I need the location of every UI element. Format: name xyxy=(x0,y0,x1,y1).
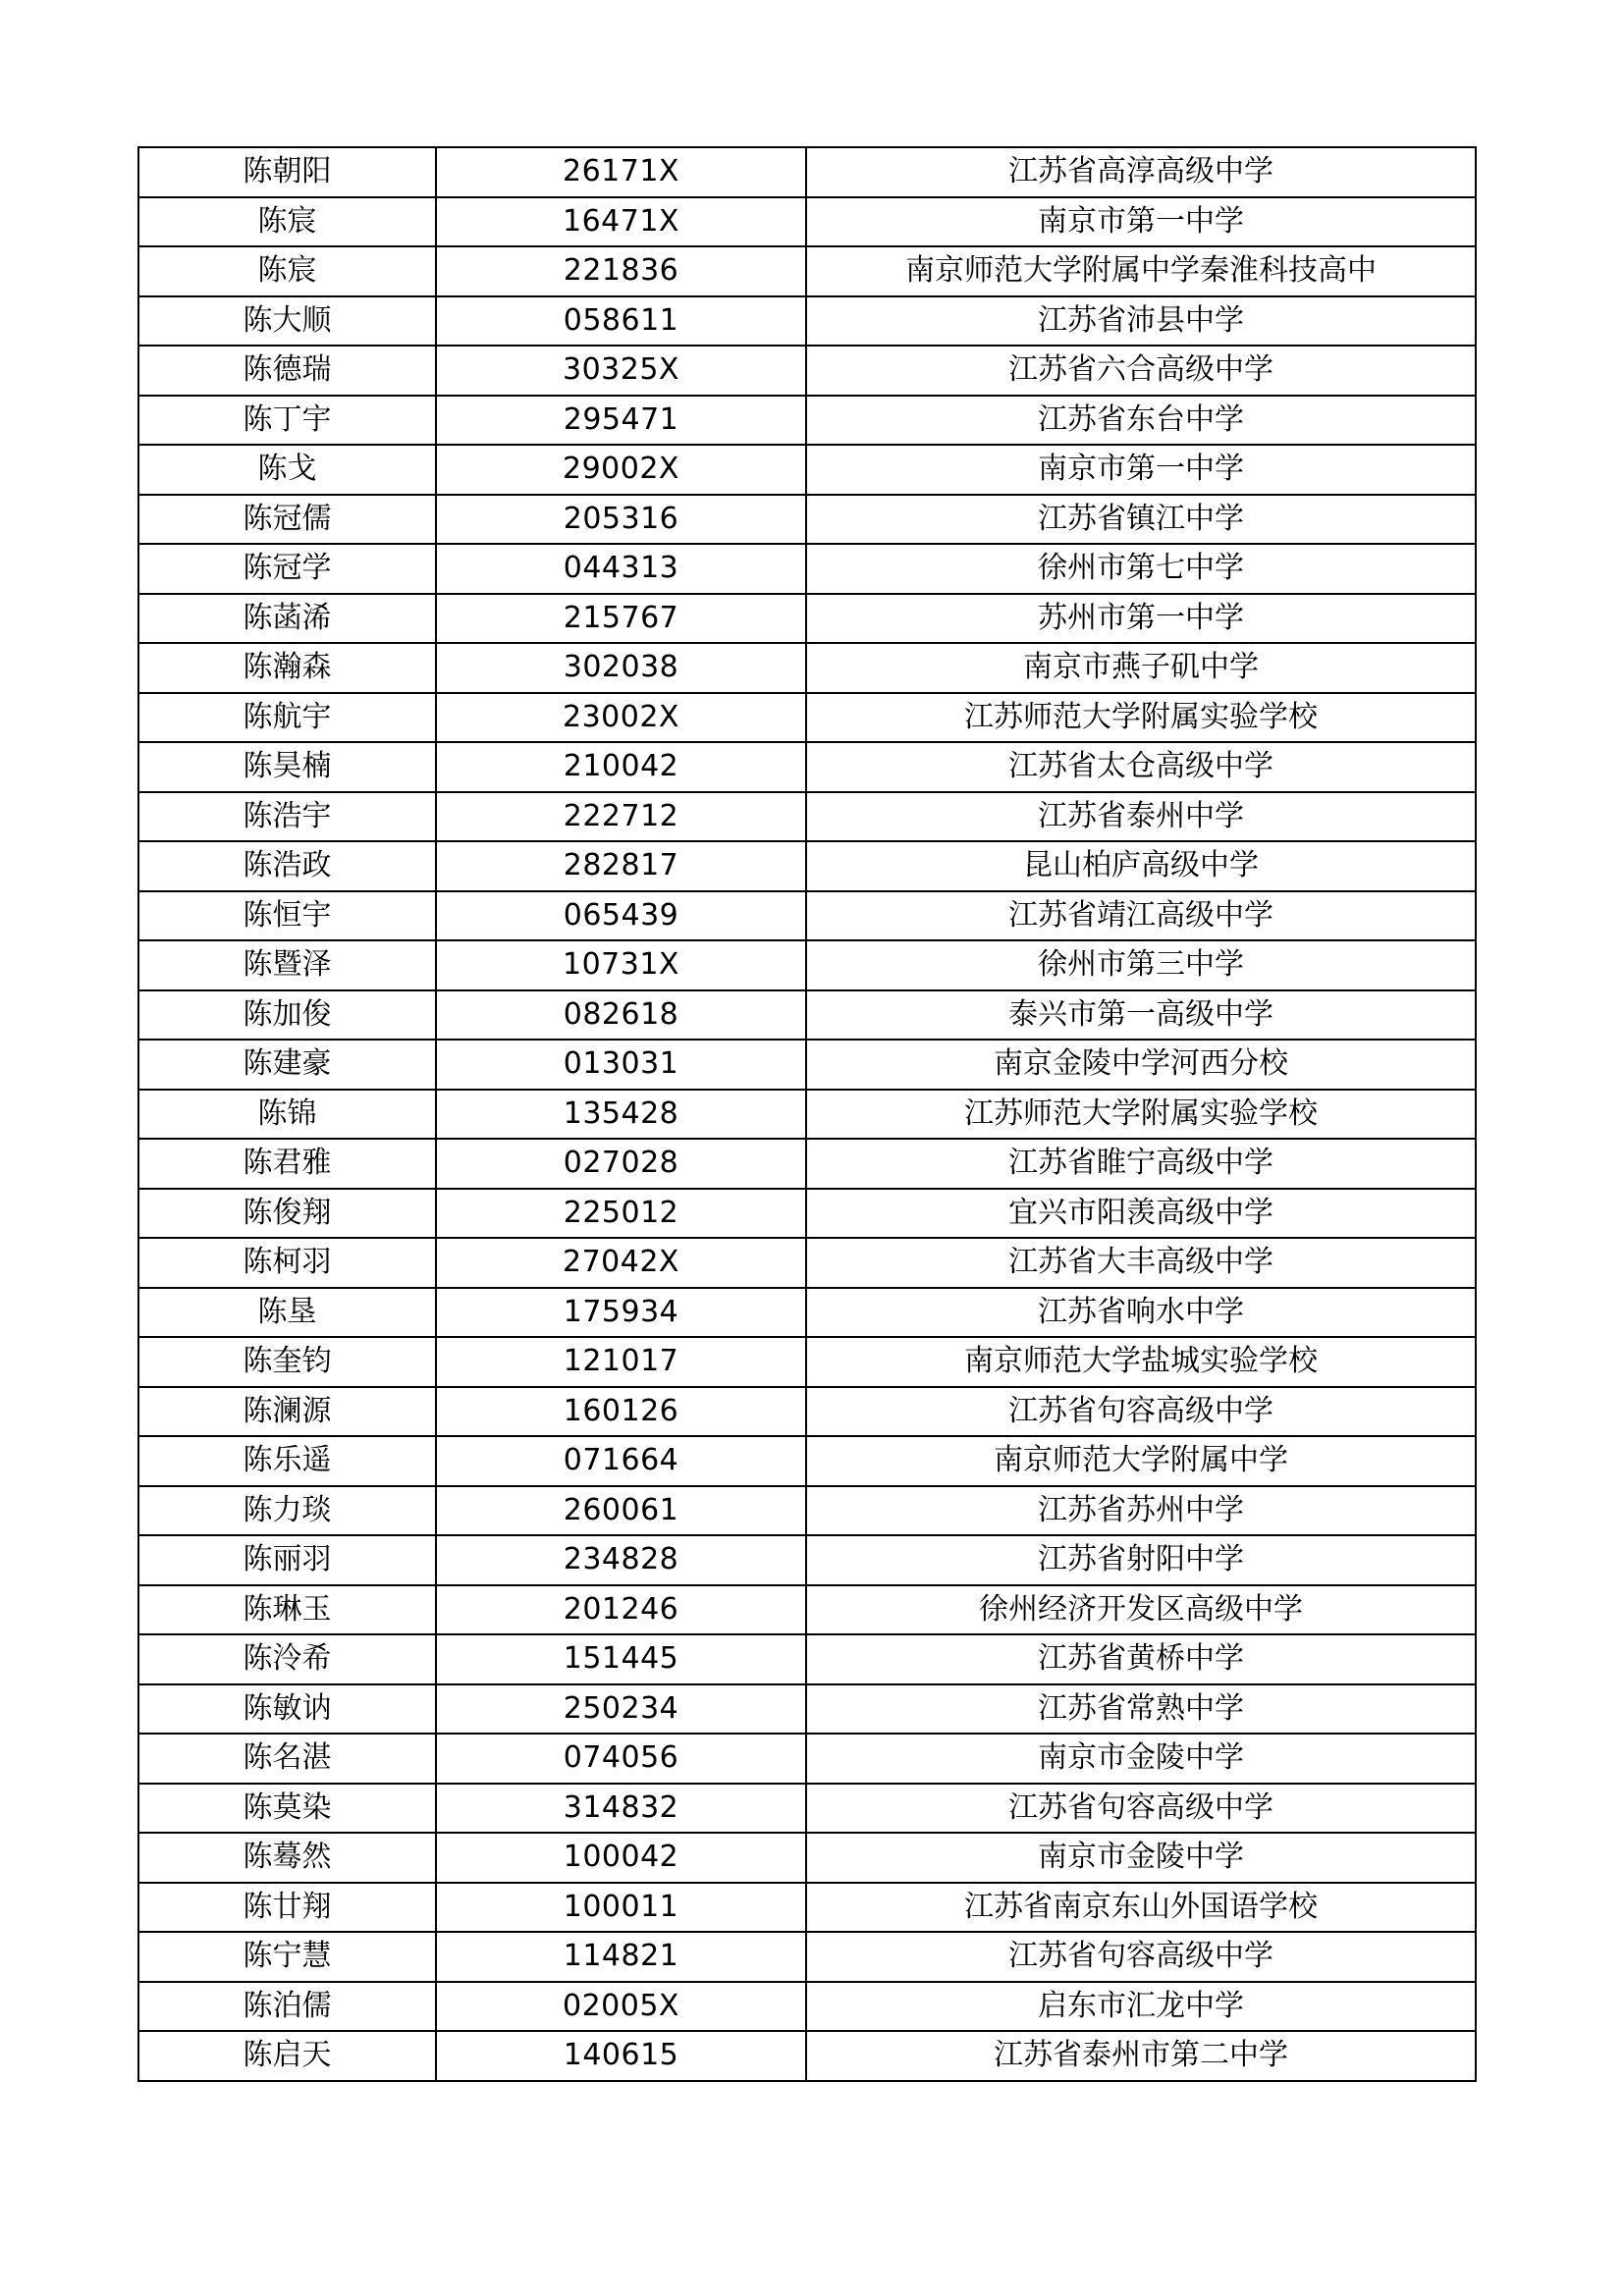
school-cell: 南京师范大学附属中学秦淮科技高中 xyxy=(806,246,1476,296)
school-cell: 徐州经济开发区高级中学 xyxy=(806,1585,1476,1635)
table-row xyxy=(138,147,1476,197)
table-row xyxy=(138,1932,1476,1982)
student-name-cell: 陈大顺 xyxy=(138,296,436,347)
school-cell: 江苏省射阳中学 xyxy=(806,1535,1476,1585)
id-suffix-cell: 100011 xyxy=(436,1883,806,1933)
id-suffix-cell: 250234 xyxy=(436,1684,806,1735)
id-suffix-cell: 201246 xyxy=(436,1585,806,1635)
id-suffix-cell: 282817 xyxy=(436,841,806,891)
id-suffix-cell: 222712 xyxy=(436,792,806,842)
school-cell: 徐州市第三中学 xyxy=(806,940,1476,990)
school-cell: 江苏省句容高级中学 xyxy=(806,1784,1476,1834)
id-suffix-cell: 013031 xyxy=(436,1040,806,1090)
student-name-cell: 陈瀚森 xyxy=(138,643,436,693)
id-suffix-cell: 071664 xyxy=(436,1436,806,1486)
school-cell: 江苏省高淳高级中学 xyxy=(806,147,1476,197)
student-name-cell: 陈琳玉 xyxy=(138,1585,436,1635)
school-cell: 昆山柏庐高级中学 xyxy=(806,841,1476,891)
table-row xyxy=(138,495,1476,545)
id-suffix-cell: 215767 xyxy=(436,594,806,644)
table-row xyxy=(138,246,1476,296)
school-cell: 江苏省六合高级中学 xyxy=(806,346,1476,396)
school-cell: 江苏省响水中学 xyxy=(806,1288,1476,1338)
student-name-cell: 陈乐遥 xyxy=(138,1436,436,1486)
student-name-cell: 陈俊翔 xyxy=(138,1189,436,1239)
student-name-cell: 陈力琰 xyxy=(138,1486,436,1536)
student-name-cell: 陈泊儒 xyxy=(138,1982,436,2032)
id-suffix-cell: 074056 xyxy=(436,1734,806,1784)
student-name-cell: 陈朝阳 xyxy=(138,147,436,197)
student-name-cell: 陈暨泽 xyxy=(138,940,436,990)
student-name-cell: 陈宁慧 xyxy=(138,1932,436,1982)
table-row xyxy=(138,1337,1476,1387)
table-row xyxy=(138,594,1476,644)
roster-table xyxy=(137,146,1477,2082)
student-name-cell: 陈廿翔 xyxy=(138,1883,436,1933)
student-name-cell: 陈菡浠 xyxy=(138,594,436,644)
table-row xyxy=(138,544,1476,594)
student-name-cell: 陈航宇 xyxy=(138,693,436,743)
school-cell: 江苏省泰州市第二中学 xyxy=(806,2031,1476,2081)
school-cell: 江苏省东台中学 xyxy=(806,396,1476,446)
student-name-cell: 陈浩宇 xyxy=(138,792,436,842)
school-cell: 南京市金陵中学 xyxy=(806,1734,1476,1784)
student-name-cell: 陈澜源 xyxy=(138,1387,436,1437)
table-row xyxy=(138,643,1476,693)
school-cell: 江苏省太仓高级中学 xyxy=(806,742,1476,792)
id-suffix-cell: 140615 xyxy=(436,2031,806,2081)
id-suffix-cell: 02005X xyxy=(436,1982,806,2032)
school-cell: 江苏省沛县中学 xyxy=(806,296,1476,347)
table-row xyxy=(138,1684,1476,1735)
school-cell: 江苏省黄桥中学 xyxy=(806,1634,1476,1684)
table-row xyxy=(138,940,1476,990)
school-cell: 苏州市第一中学 xyxy=(806,594,1476,644)
table-row xyxy=(138,197,1476,247)
student-name-cell: 陈宸 xyxy=(138,246,436,296)
id-suffix-cell: 29002X xyxy=(436,445,806,495)
student-name-cell: 陈建豪 xyxy=(138,1040,436,1090)
student-name-cell: 陈蓦然 xyxy=(138,1833,436,1883)
table-row xyxy=(138,396,1476,446)
id-suffix-cell: 221836 xyxy=(436,246,806,296)
id-suffix-cell: 100042 xyxy=(436,1833,806,1883)
table-row xyxy=(138,1387,1476,1437)
id-suffix-cell: 27042X xyxy=(436,1238,806,1288)
school-cell: 江苏省睢宁高级中学 xyxy=(806,1139,1476,1189)
table-row xyxy=(138,1883,1476,1933)
student-name-cell: 陈浩政 xyxy=(138,841,436,891)
student-name-cell: 陈宸 xyxy=(138,197,436,247)
student-name-cell: 陈冠学 xyxy=(138,544,436,594)
school-cell: 江苏省南京东山外国语学校 xyxy=(806,1883,1476,1933)
id-suffix-cell: 10731X xyxy=(436,940,806,990)
school-cell: 泰兴市第一高级中学 xyxy=(806,990,1476,1041)
student-name-cell: 陈恒宇 xyxy=(138,891,436,941)
school-cell: 江苏省常熟中学 xyxy=(806,1684,1476,1735)
table-row xyxy=(138,1634,1476,1684)
school-cell: 南京金陵中学河西分校 xyxy=(806,1040,1476,1090)
roster-table-body xyxy=(138,147,1476,2081)
student-name-cell: 陈君雅 xyxy=(138,1139,436,1189)
id-suffix-cell: 135428 xyxy=(436,1090,806,1140)
school-cell: 徐州市第七中学 xyxy=(806,544,1476,594)
student-name-cell: 陈加俊 xyxy=(138,990,436,1041)
table-row xyxy=(138,1982,1476,2032)
id-suffix-cell: 121017 xyxy=(436,1337,806,1387)
id-suffix-cell: 234828 xyxy=(436,1535,806,1585)
student-name-cell: 陈锦 xyxy=(138,1090,436,1140)
id-suffix-cell: 065439 xyxy=(436,891,806,941)
school-cell: 江苏省句容高级中学 xyxy=(806,1932,1476,1982)
id-suffix-cell: 16471X xyxy=(436,197,806,247)
id-suffix-cell: 175934 xyxy=(436,1288,806,1338)
school-cell: 江苏省靖江高级中学 xyxy=(806,891,1476,941)
student-name-cell: 陈柯羽 xyxy=(138,1238,436,1288)
id-suffix-cell: 205316 xyxy=(436,495,806,545)
table-row xyxy=(138,2031,1476,2081)
school-cell: 江苏省大丰高级中学 xyxy=(806,1238,1476,1288)
id-suffix-cell: 225012 xyxy=(436,1189,806,1239)
table-row xyxy=(138,693,1476,743)
student-name-cell: 陈德瑞 xyxy=(138,346,436,396)
table-row xyxy=(138,1090,1476,1140)
id-suffix-cell: 302038 xyxy=(436,643,806,693)
id-suffix-cell: 23002X xyxy=(436,693,806,743)
school-cell: 南京市第一中学 xyxy=(806,197,1476,247)
id-suffix-cell: 210042 xyxy=(436,742,806,792)
id-suffix-cell: 114821 xyxy=(436,1932,806,1982)
id-suffix-cell: 260061 xyxy=(436,1486,806,1536)
school-cell: 南京师范大学盐城实验学校 xyxy=(806,1337,1476,1387)
table-row xyxy=(138,1436,1476,1486)
table-row xyxy=(138,1734,1476,1784)
id-suffix-cell: 058611 xyxy=(436,296,806,347)
table-row xyxy=(138,1238,1476,1288)
school-cell: 南京市第一中学 xyxy=(806,445,1476,495)
school-cell: 江苏省镇江中学 xyxy=(806,495,1476,545)
school-cell: 江苏省苏州中学 xyxy=(806,1486,1476,1536)
school-cell: 江苏师范大学附属实验学校 xyxy=(806,693,1476,743)
table-row xyxy=(138,445,1476,495)
id-suffix-cell: 30325X xyxy=(436,346,806,396)
id-suffix-cell: 044313 xyxy=(436,544,806,594)
student-name-cell: 陈泠希 xyxy=(138,1634,436,1684)
id-suffix-cell: 082618 xyxy=(436,990,806,1041)
table-row xyxy=(138,1585,1476,1635)
table-row xyxy=(138,1535,1476,1585)
school-cell: 南京市燕子矶中学 xyxy=(806,643,1476,693)
table-row xyxy=(138,990,1476,1041)
school-cell: 宜兴市阳羡高级中学 xyxy=(806,1189,1476,1239)
table-row xyxy=(138,1288,1476,1338)
school-cell: 启东市汇龙中学 xyxy=(806,1982,1476,2032)
school-cell: 南京市金陵中学 xyxy=(806,1833,1476,1883)
school-cell: 南京师范大学附属中学 xyxy=(806,1436,1476,1486)
id-suffix-cell: 160126 xyxy=(436,1387,806,1437)
table-row xyxy=(138,1784,1476,1834)
student-name-cell: 陈奎钧 xyxy=(138,1337,436,1387)
id-suffix-cell: 26171X xyxy=(436,147,806,197)
student-name-cell: 陈戈 xyxy=(138,445,436,495)
table-row xyxy=(138,1486,1476,1536)
student-name-cell: 陈昊楠 xyxy=(138,742,436,792)
table-row xyxy=(138,1139,1476,1189)
student-name-cell: 陈启天 xyxy=(138,2031,436,2081)
student-name-cell: 陈莫染 xyxy=(138,1784,436,1834)
student-name-cell: 陈垦 xyxy=(138,1288,436,1338)
student-name-cell: 陈丁宇 xyxy=(138,396,436,446)
student-name-cell: 陈丽羽 xyxy=(138,1535,436,1585)
table-row xyxy=(138,841,1476,891)
table-row xyxy=(138,346,1476,396)
table-row xyxy=(138,1040,1476,1090)
student-name-cell: 陈名湛 xyxy=(138,1734,436,1784)
student-name-cell: 陈冠儒 xyxy=(138,495,436,545)
table-row xyxy=(138,296,1476,347)
id-suffix-cell: 314832 xyxy=(436,1784,806,1834)
id-suffix-cell: 027028 xyxy=(436,1139,806,1189)
school-cell: 江苏省泰州中学 xyxy=(806,792,1476,842)
table-row xyxy=(138,891,1476,941)
table-row xyxy=(138,1189,1476,1239)
school-cell: 江苏师范大学附属实验学校 xyxy=(806,1090,1476,1140)
table-row xyxy=(138,792,1476,842)
id-suffix-cell: 151445 xyxy=(436,1634,806,1684)
table-row xyxy=(138,742,1476,792)
id-suffix-cell: 295471 xyxy=(436,396,806,446)
school-cell: 江苏省句容高级中学 xyxy=(806,1387,1476,1437)
table-row xyxy=(138,1833,1476,1883)
student-name-cell: 陈敏讷 xyxy=(138,1684,436,1735)
